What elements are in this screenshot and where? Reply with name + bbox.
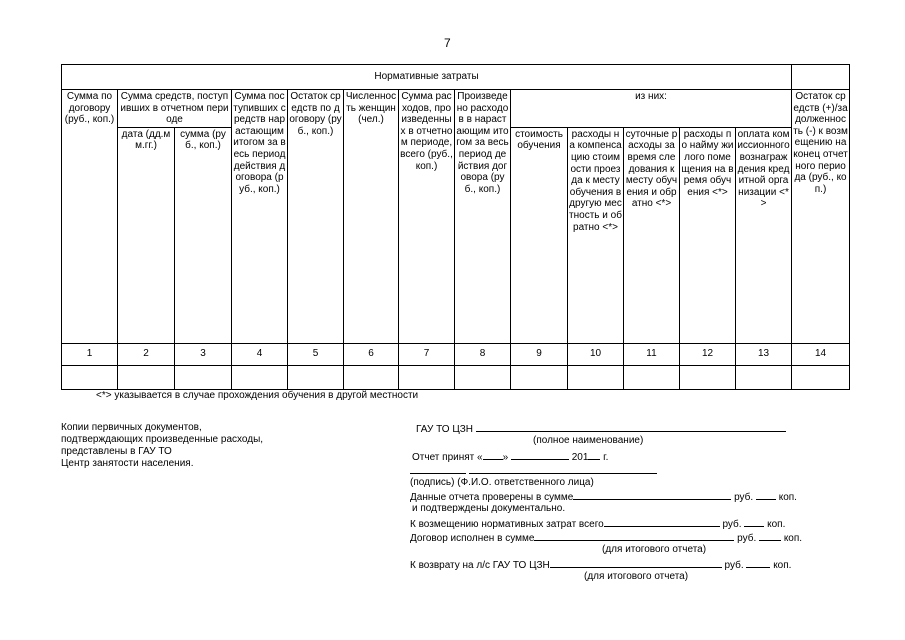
data-cell[interactable] xyxy=(288,365,344,389)
table-title: Нормативные затраты xyxy=(62,65,792,90)
col-number: 11 xyxy=(624,343,680,365)
report-day-field[interactable] xyxy=(483,450,503,460)
gau-line xyxy=(416,422,786,435)
data-cell[interactable] xyxy=(455,365,511,389)
data-cell[interactable] xyxy=(624,365,680,389)
col-number: 14 xyxy=(792,343,850,365)
data-cell[interactable] xyxy=(62,365,118,389)
header-col1: Сумма по договору (руб., коп.) xyxy=(62,90,118,344)
data-cell[interactable] xyxy=(568,365,624,389)
data-cell[interactable] xyxy=(344,365,399,389)
report-accepted-line xyxy=(412,450,608,463)
kop-label: коп. xyxy=(783,533,803,544)
documents-note-line: подтверждающих произведенные расходы, xyxy=(61,434,264,445)
data-cell[interactable] xyxy=(511,365,568,389)
header-col13: оплата комиссионного вознаграждения кредитной организации <*> xyxy=(736,127,792,343)
refund-sum-field[interactable] xyxy=(550,558,722,568)
kop-label: коп. xyxy=(778,492,797,503)
report-table xyxy=(61,64,850,390)
header-col5: Остаток средств по договору (руб., коп.) xyxy=(288,90,344,344)
data-cell[interactable] xyxy=(175,365,232,389)
checked-line xyxy=(410,490,797,503)
signature-hint: (подпись) (Ф.И.О. ответственного лица) xyxy=(410,477,594,488)
data-cell[interactable] xyxy=(232,365,288,389)
col-number: 7 xyxy=(399,343,455,365)
documents-note-line: Копии первичных документов, xyxy=(61,422,202,433)
header-col14: Остаток средств (+)/задолженность (-) к возмещению на конец отчетного периода (руб., коп.) xyxy=(792,90,850,344)
refund-label: К возврату на л/с ГАУ ТО ЦЗН xyxy=(410,560,550,571)
kop-label: коп. xyxy=(773,560,792,571)
header-col8: Произведено расходов в нарастающим итогом за весь период действия договора (руб., коп.) xyxy=(455,90,511,344)
data-cell[interactable] xyxy=(680,365,736,389)
report-month-field[interactable] xyxy=(511,450,569,460)
rub-label: руб. xyxy=(724,560,744,571)
header-col10: расходы на компенсацию стоимости проезда к месту обучения в другую местность и обратно <*> xyxy=(568,127,624,343)
header-col9: стоимость обучения xyxy=(511,127,568,343)
gau-name-field[interactable] xyxy=(476,422,786,432)
reimburse-label: К возмещению нормативных затрат всего xyxy=(410,519,604,530)
header-col11: суточные расходы за время следования к месту обучения и обратно <*> xyxy=(624,127,680,343)
signature-fields xyxy=(410,464,657,477)
final-hint-2: (для итогового отчета) xyxy=(584,571,689,582)
header-group-9-13: из них: xyxy=(511,90,792,128)
checked-label: Данные отчета проверены в сумме xyxy=(410,492,574,503)
col-number: 2 xyxy=(118,343,175,365)
reimburse-sum-field[interactable] xyxy=(604,517,720,527)
page-number: 7 xyxy=(444,36,451,50)
rub-label: руб. xyxy=(737,533,757,544)
report-year-suffix: г. xyxy=(603,452,609,463)
data-cell[interactable] xyxy=(399,365,455,389)
rub-label: руб. xyxy=(722,519,742,530)
responsible-name-field[interactable] xyxy=(469,464,657,474)
data-cell[interactable] xyxy=(792,365,850,389)
col-number: 10 xyxy=(568,343,624,365)
contract-sum-field[interactable] xyxy=(534,531,734,541)
refund-kop-field[interactable] xyxy=(746,558,770,568)
contract-kop-field[interactable] xyxy=(759,531,781,541)
documents-note xyxy=(61,422,263,470)
gau-label: ГАУ ТО ЦЗН xyxy=(416,424,473,435)
col-number: 9 xyxy=(511,343,568,365)
kop-label: коп. xyxy=(767,519,786,530)
col-number: 6 xyxy=(344,343,399,365)
report-accepted-label: Отчет принят « xyxy=(412,452,483,463)
col-number: 12 xyxy=(680,343,736,365)
refund-line xyxy=(410,558,791,571)
header-col12: расходы по найму жилого помещения на время обучения <*> xyxy=(680,127,736,343)
confirmed-text: и подтверждены документально. xyxy=(412,503,566,514)
documents-note-line: представлены в ГАУ ТО xyxy=(61,446,172,457)
reimburse-line xyxy=(410,517,785,530)
contract-done-label: Договор исполнен в сумме xyxy=(410,533,535,544)
header-col2: дата (дд.мм.гг.) xyxy=(118,127,175,343)
documents-note-line: Центр занятости населения. xyxy=(61,458,194,469)
checked-kop-field[interactable] xyxy=(756,490,776,500)
col-number: 3 xyxy=(175,343,232,365)
header-col2-3-group: Сумма средств, поступивших в отчетном периоде xyxy=(118,90,232,128)
report-year-field[interactable] xyxy=(588,450,600,460)
col-number: 5 xyxy=(288,343,344,365)
header-col6: Численность женщин (чел.) xyxy=(344,90,399,344)
reimburse-kop-field[interactable] xyxy=(744,517,764,527)
report-accepted-mid: » xyxy=(502,452,509,463)
footnote: <*> указывается в случае прохождения обучения в другой местности xyxy=(96,390,419,401)
data-cell[interactable] xyxy=(118,365,175,389)
table-title-empty xyxy=(792,65,850,90)
col-number: 13 xyxy=(736,343,792,365)
header-col3: сумма (руб., коп.) xyxy=(175,127,232,343)
col-number: 8 xyxy=(455,343,511,365)
contract-done-line xyxy=(410,531,802,544)
full-name-hint: (полное наименование) xyxy=(533,435,644,446)
report-year: 201 xyxy=(571,452,589,463)
rub-label: руб. xyxy=(734,492,754,503)
col-number: 4 xyxy=(232,343,288,365)
final-hint-1: (для итогового отчета) xyxy=(602,544,707,555)
data-cell[interactable] xyxy=(736,365,792,389)
checked-sum-field[interactable] xyxy=(573,490,731,500)
signature-field[interactable] xyxy=(410,464,466,474)
header-col7: Сумма расходов, произведенных в отчетном периоде, всего (руб., коп.) xyxy=(399,90,455,344)
col-number: 1 xyxy=(62,343,118,365)
header-col4: Сумма поступивших средств нарастающим итогом за весь период действия договора (руб., коп.) xyxy=(232,90,288,344)
